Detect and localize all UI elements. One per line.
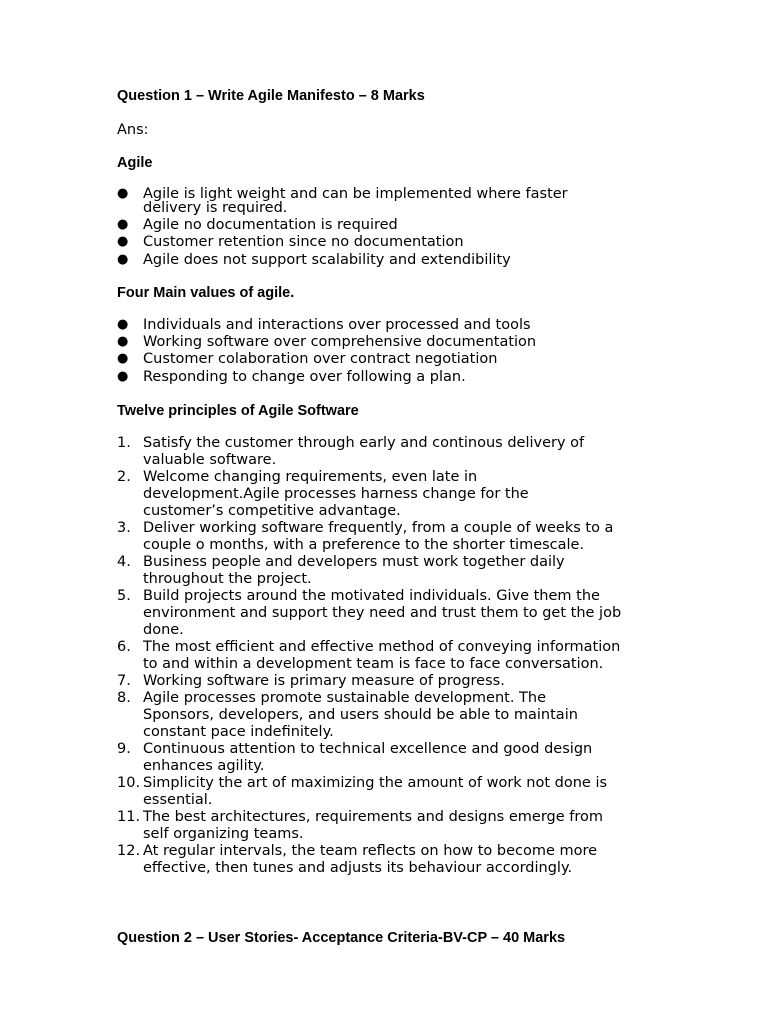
values-bullet-list bbox=[117, 318, 643, 387]
principles-heading: Twelve principles of Agile Software bbox=[117, 403, 359, 419]
agile-bullet-list bbox=[117, 187, 643, 270]
list-item: ● Individuals and interactions over processed and tools bbox=[117, 317, 531, 333]
item-number: 6. bbox=[117, 639, 131, 655]
list-item: 7. Working software is primary measure of progress. bbox=[117, 673, 505, 689]
agile-heading: Agile bbox=[117, 155, 153, 171]
item-number: 7. bbox=[117, 673, 131, 689]
list-item: 8. Agile processes promote sustainable development. The Sponsors, developers, and users should be able to maintain constant pace indefinitely. bbox=[117, 690, 578, 740]
list-item: 2. Welcome changing requirements, even late in development.Agile processes harness change for the customer’s competitive advantage. bbox=[117, 469, 529, 519]
item-number: 1. bbox=[117, 435, 131, 451]
principles-list bbox=[117, 435, 643, 877]
item-number: 4. bbox=[117, 554, 131, 570]
list-item: 5. Build projects around the motivated individuals. Give them the environment and support they need and trust them to get the job done. bbox=[117, 588, 622, 638]
item-number: 5. bbox=[117, 588, 131, 604]
question-1-heading: Question 1 – Write Agile Manifesto – 8 Marks bbox=[117, 88, 425, 104]
bullet-icon: ● bbox=[117, 252, 129, 267]
list-item: ● Customer colaboration over contract negotiation bbox=[117, 351, 498, 367]
list-item: 10. Simplicity the art of maximizing the amount of work not done is essential. bbox=[117, 775, 608, 808]
bullet-icon: ● bbox=[117, 351, 129, 366]
list-item: 3. Deliver working software frequently, from a couple of weeks to a couple o months, with a preference to the shorter timescale. bbox=[117, 520, 614, 553]
item-number: 9. bbox=[117, 741, 131, 757]
list-item: ● Customer retention since no documentation bbox=[117, 234, 464, 250]
list-item: 1. Satisfy the customer through early and continous delivery of valuable software. bbox=[117, 435, 585, 468]
bullet-icon: ● bbox=[117, 234, 129, 249]
item-number: 12. bbox=[117, 843, 141, 859]
bullet-icon: ● bbox=[117, 369, 129, 384]
list-item: ● Agile does not support scalability and extendibility bbox=[117, 252, 511, 268]
bullet-icon: ● bbox=[117, 186, 129, 201]
list-item: 6. The most efficient and effective method of conveying information to and within a development team is face to face conversation. bbox=[117, 639, 621, 672]
question-2-heading: Question 2 – User Stories- Acceptance Criteria-BV-CP – 40 Marks bbox=[117, 930, 566, 946]
item-number: 10. bbox=[117, 775, 141, 791]
item-number: 2. bbox=[117, 469, 131, 485]
bullet-icon: ● bbox=[117, 334, 129, 349]
list-item: 9. Continuous attention to technical excellence and good design enhances agility. bbox=[117, 741, 593, 774]
list-item: ● Working software over comprehensive documentation bbox=[117, 334, 537, 350]
values-heading: Four Main values of agile. bbox=[117, 285, 295, 301]
list-item: ● Agile no documentation is required bbox=[117, 217, 398, 233]
list-item: 4. Business people and developers must work together daily throughout the project. bbox=[117, 554, 565, 587]
bullet-icon: ● bbox=[117, 317, 129, 332]
item-number: 3. bbox=[117, 520, 131, 536]
list-item: 11. The best architectures, requirements and designs emerge from self organizing teams. bbox=[117, 809, 603, 842]
answer-label: Ans: bbox=[117, 122, 149, 138]
list-item: 12. At regular intervals, the team reflects on how to become more effective, then tunes and adjusts its behaviour accordingly. bbox=[117, 843, 598, 876]
item-number: 11. bbox=[117, 809, 141, 825]
list-item: ● Agile is light weight and can be implemented where faster delivery is required. bbox=[117, 186, 568, 216]
item-number: 8. bbox=[117, 690, 131, 706]
list-item: ● Responding to change over following a plan. bbox=[117, 369, 466, 385]
bullet-icon: ● bbox=[117, 217, 129, 232]
